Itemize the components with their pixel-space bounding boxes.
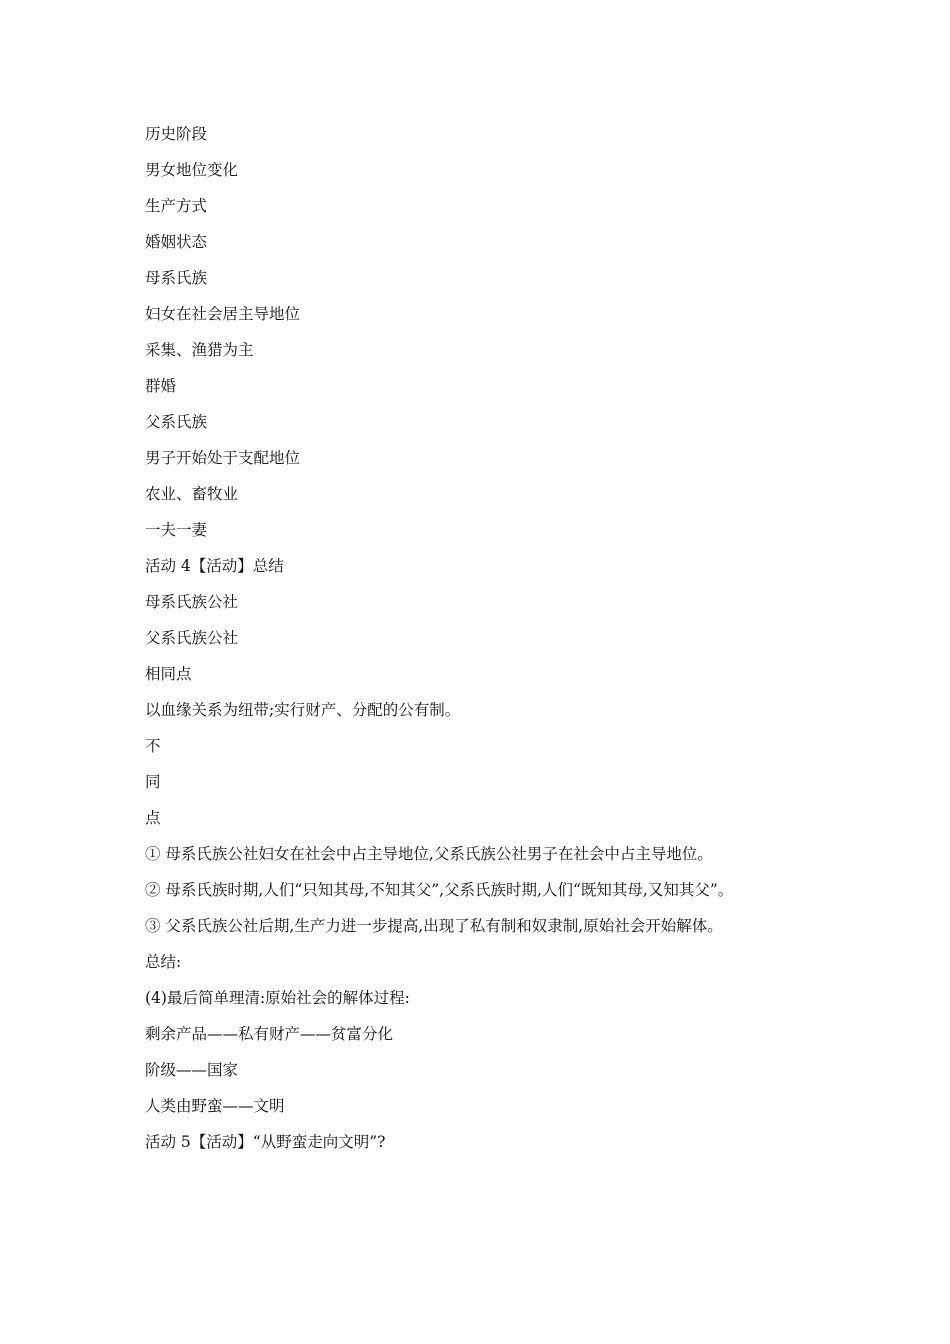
list-item: ① 母系氏族公社妇女在社会中占主导地位,父系氏族公社男子在社会中占主导地位。 — [145, 845, 713, 863]
text-line: 阶级——国家 — [145, 1061, 239, 1079]
text-line: (4)最后简单理清:原始社会的解体过程: — [145, 989, 410, 1007]
text-line: 妇女在社会居主导地位 — [145, 305, 301, 323]
text-line: 婚姻状态 — [145, 233, 208, 251]
text-line: 农业、畜牧业 — [145, 485, 239, 503]
list-item: ③ 父系氏族公社后期,生产力进一步提高,出现了私有制和奴隶制,原始社会开始解体。 — [145, 917, 723, 935]
text-line: 剩余产品——私有财产——贫富分化 — [145, 1025, 394, 1043]
text-line: 群婚 — [145, 377, 177, 395]
text-line: 母系氏族公社 — [145, 593, 239, 611]
activity-heading: 活动 5【活动】“从野蛮走向文明”? — [145, 1133, 386, 1151]
list-item: ② 母系氏族时期,人们“只知其母,不知其父”,父系氏族时期,人们“既知其母,又知其父”。 — [145, 881, 734, 899]
text-line: 父系氏族 — [145, 413, 208, 431]
text-line: 采集、渔猎为主 — [145, 341, 254, 359]
text-line: 相同点 — [145, 665, 192, 683]
document-body — [145, 124, 825, 1168]
text-line: 以血缘关系为纽带;实行财产、分配的公有制。 — [145, 701, 461, 719]
text-line: 母系氏族 — [145, 269, 208, 287]
activity-heading: 活动 4【活动】总结 — [145, 557, 284, 575]
text-line: 人类由野蛮——文明 — [145, 1097, 285, 1115]
text-line: 男子开始处于支配地位 — [145, 449, 301, 467]
text-line: 父系氏族公社 — [145, 629, 239, 647]
text-line: 同 — [145, 773, 161, 791]
text-line: 点 — [145, 809, 161, 827]
text-line: 生产方式 — [145, 197, 208, 215]
text-line: 不 — [145, 737, 161, 755]
text-line: 总结: — [145, 953, 182, 971]
text-line: 一夫一妻 — [145, 521, 208, 539]
text-line: 男女地位变化 — [145, 161, 239, 179]
text-line: 历史阶段 — [145, 125, 208, 143]
